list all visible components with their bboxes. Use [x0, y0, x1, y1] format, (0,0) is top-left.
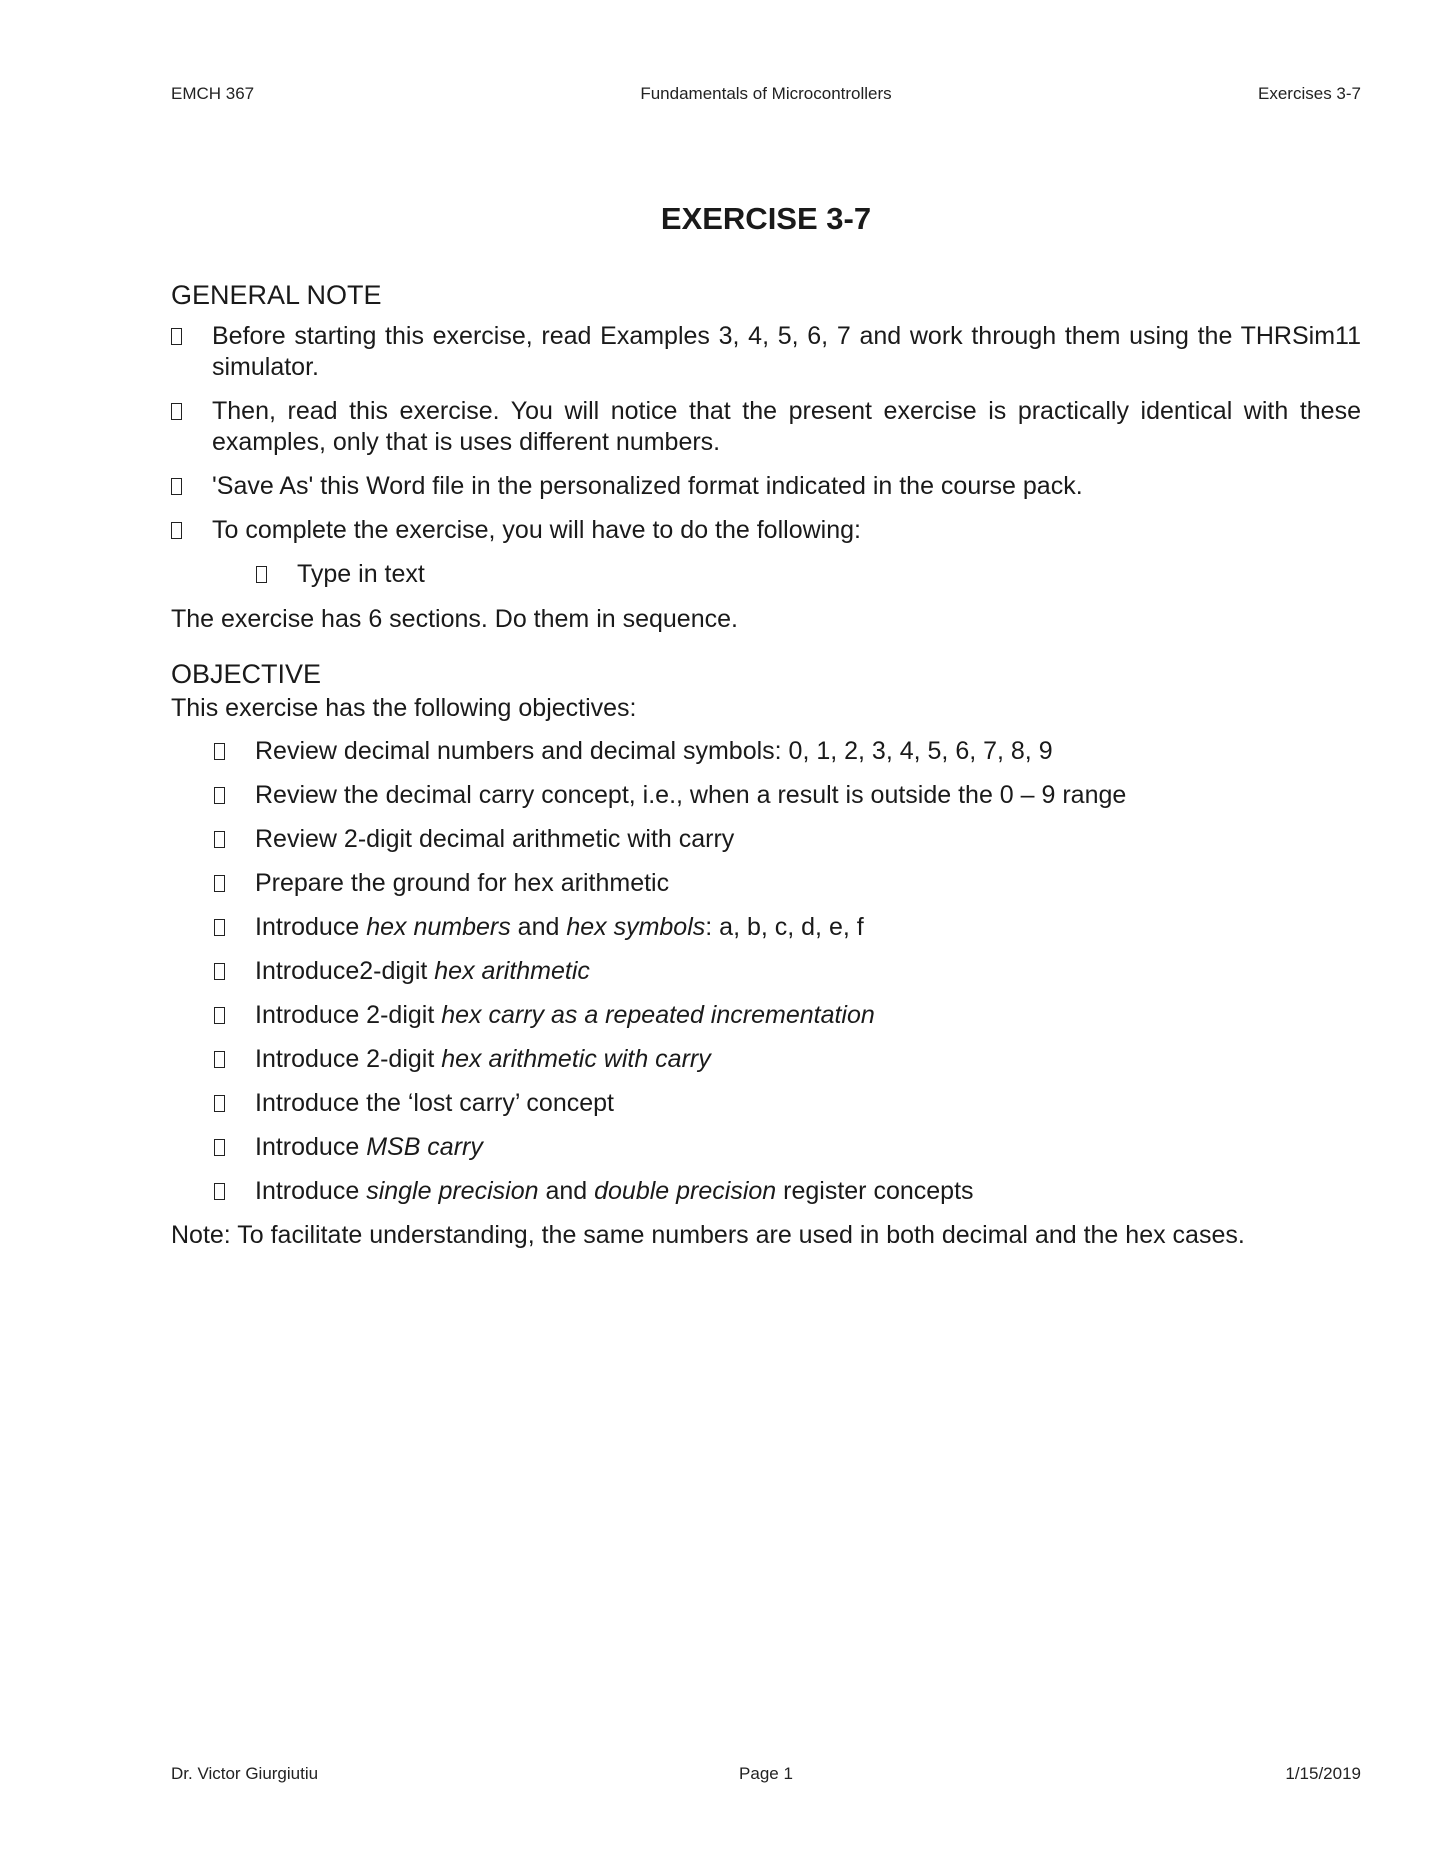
- page-footer: [171, 1764, 1361, 1788]
- header-exercise-label: Exercises 3-7: [1258, 84, 1361, 103]
- header-course-title: Fundamentals of Microcontrollers: [640, 84, 892, 103]
- note-item: [171, 321, 1361, 383]
- general-note-section: [171, 278, 1361, 635]
- sections-text: The exercise has 6 sections. Do them in sequence.: [171, 605, 738, 633]
- note-item: [171, 515, 1361, 546]
- bullet-box-icon: [214, 1051, 225, 1068]
- objective-item: [171, 780, 1361, 824]
- objective-item-text: Introduce 2-digit hex carry as a repeated incrementation: [255, 1001, 875, 1029]
- objective-list: [171, 736, 1361, 1220]
- objective-note: Note: To facilitate understanding, the same numbers are used in both decimal and the hex cases.: [171, 1221, 1245, 1249]
- objective-item: [171, 1044, 1361, 1088]
- page-header: [171, 84, 1361, 108]
- page-title: EXERCISE 3-7: [660, 201, 872, 236]
- note-item: [171, 396, 1361, 458]
- objective-item: [171, 1088, 1361, 1132]
- objective-item-text: Introduce2-digit hex arithmetic: [255, 957, 590, 985]
- objective-item: [171, 1000, 1361, 1044]
- bullet-box-icon: [214, 963, 225, 980]
- footer-date: 1/15/2019: [1285, 1764, 1361, 1783]
- objective-item-text: Review decimal numbers and decimal symbols: 0, 1, 2, 3, 4, 5, 6, 7, 8, 9: [255, 737, 1053, 765]
- bullet-box-icon: [214, 1139, 225, 1156]
- objective-item: [171, 912, 1361, 956]
- bullet-box-icon: [214, 875, 225, 892]
- note-item-text: Then, read this exercise. You will notice that the present exercise is practically identical with these examples, only that is uses different numbers.: [212, 397, 1361, 456]
- note-sub-item: [171, 559, 1361, 590]
- objective-section: [171, 657, 1361, 1251]
- bullet-box-icon: [214, 919, 225, 936]
- bullet-box-icon: [214, 1183, 225, 1200]
- objective-item-text: Introduce the ‘lost carry’ concept: [255, 1089, 614, 1117]
- footer-page-number: Page 1: [739, 1764, 793, 1783]
- objective-item: [171, 824, 1361, 868]
- bullet-box-icon: [256, 566, 267, 583]
- objective-item-text: Introduce MSB carry: [255, 1133, 483, 1161]
- objective-item-text: Introduce 2-digit hex arithmetic with carry: [255, 1045, 711, 1073]
- bullet-box-icon: [214, 1095, 225, 1112]
- note-item-text: To complete the exercise, you will have to do the following:: [212, 516, 861, 544]
- note-item-text: 'Save As' this Word file in the personalized format indicated in the course pack.: [212, 472, 1083, 500]
- bullet-box-icon: [214, 831, 225, 848]
- objective-item-text: Prepare the ground for hex arithmetic: [255, 869, 670, 897]
- note-item-text: Before starting this exercise, read Examples 3, 4, 5, 6, 7 and work through them using the THRSim11 simulator.: [212, 322, 1361, 381]
- bullet-box-icon: [214, 1007, 225, 1024]
- objective-item: [171, 868, 1361, 912]
- objective-item-text: Review 2-digit decimal arithmetic with carry: [255, 825, 735, 853]
- bullet-box-icon: [171, 478, 182, 495]
- footer-author: Dr. Victor Giurgiutiu: [171, 1764, 319, 1783]
- objective-item: [171, 736, 1361, 780]
- document-body: [171, 200, 1361, 1251]
- header-course-code: EMCH 367: [171, 84, 255, 103]
- bullet-box-icon: [171, 522, 182, 539]
- objective-item: [171, 1176, 1361, 1220]
- bullet-box-icon: [171, 403, 182, 420]
- objective-item-text: Review the decimal carry concept, i.e., when a result is outside the 0 – 9 range: [255, 781, 1127, 809]
- objective-item-text: Introduce single precision and double precision register concepts: [255, 1177, 974, 1205]
- bullet-box-icon: [171, 328, 182, 345]
- objective-intro: This exercise has the following objectives:: [171, 694, 637, 722]
- objective-item: [171, 1132, 1361, 1176]
- objective-item-text: Introduce hex numbers and hex symbols: a, b, c, d, e, f: [255, 913, 864, 941]
- bullet-box-icon: [214, 787, 225, 804]
- bullet-box-icon: [214, 743, 225, 760]
- general-note-heading: GENERAL NOTE: [171, 280, 382, 310]
- objective-item: [171, 956, 1361, 1000]
- objective-heading: OBJECTIVE: [171, 659, 322, 689]
- note-item: [171, 471, 1361, 502]
- note-sub-item-text: Type in text: [297, 560, 425, 588]
